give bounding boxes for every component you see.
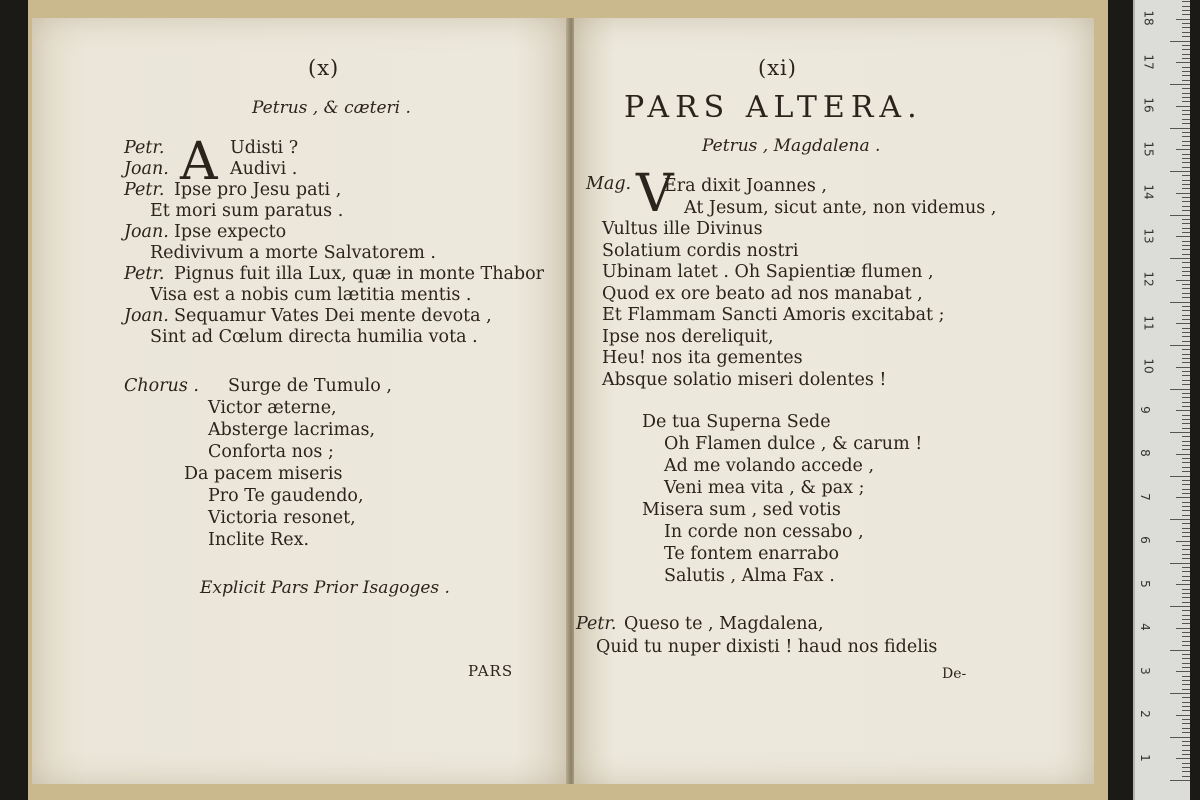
ruler-tick [1182, 271, 1190, 272]
ruler-tick [1182, 23, 1190, 24]
left-page [32, 18, 568, 784]
ruler-tick [1182, 689, 1190, 690]
measuring-ruler [1133, 0, 1190, 800]
speaker-label: Petr. [124, 138, 165, 158]
ruler-tick [1182, 697, 1190, 698]
ruler-tick [1182, 184, 1190, 185]
ruler-tick [1182, 58, 1190, 59]
ruler-tick [1182, 14, 1190, 15]
ruler-tick [1182, 228, 1190, 229]
ruler-tick [1182, 706, 1190, 707]
ruler-number: 2 [1137, 710, 1152, 718]
ruler-tick [1182, 523, 1190, 524]
ruler-tick [1170, 258, 1190, 259]
ruler-number: 9 [1137, 405, 1152, 414]
ruler-tick [1182, 167, 1190, 168]
ruler-tick [1182, 467, 1190, 468]
ruler-tick [1176, 541, 1190, 542]
page-number: (x) [308, 56, 340, 80]
ruler-tick [1182, 580, 1190, 581]
verse-line: Absque solatio miseri dolentes ! [602, 369, 887, 390]
verse-line: Sequamur Vates Dei mente devota , [174, 306, 492, 326]
ruler-tick [1182, 141, 1190, 142]
ruler-tick [1182, 645, 1190, 646]
chorus-line: Da pacem miseris [184, 464, 343, 484]
ruler-tick [1182, 132, 1190, 133]
ruler-tick [1182, 676, 1190, 677]
ruler-tick [1182, 297, 1190, 298]
ruler-tick [1170, 563, 1190, 564]
ruler-tick [1170, 345, 1190, 346]
ruler-number: 15 [1141, 140, 1156, 157]
chorus-line: Absterge lacrimas, [208, 420, 376, 440]
ruler-tick [1170, 519, 1190, 520]
ruler-tick [1182, 610, 1190, 611]
ruler-tick [1182, 493, 1190, 494]
ruler-tick [1182, 658, 1190, 659]
ruler-tick [1182, 663, 1190, 664]
verse-line: Vultus ille Divinus [602, 219, 763, 239]
ruler-tick [1170, 737, 1190, 738]
ruler-tick [1182, 101, 1190, 102]
aria-line: Veni mea vita , & pax ; [664, 478, 865, 498]
ruler-tick [1182, 123, 1190, 124]
ruler-tick [1176, 236, 1190, 237]
ruler-tick [1176, 628, 1190, 629]
ruler-tick [1182, 249, 1190, 250]
ruler-tick [1182, 206, 1190, 207]
verse-line: Sint ad Cœlum directa humilia vota . [150, 327, 478, 347]
ruler-tick [1182, 162, 1190, 163]
ruler-tick [1182, 484, 1190, 485]
ruler-tick [1182, 319, 1190, 320]
ruler-tick [1182, 480, 1190, 481]
ruler-tick [1182, 723, 1190, 724]
ruler-tick [1182, 114, 1190, 115]
verse-line: Ipse expecto [174, 222, 287, 242]
ruler-number: 18 [1141, 10, 1156, 26]
ruler-tick [1182, 641, 1190, 642]
ruler-tick [1182, 197, 1190, 198]
chorus-line: Victoria resonet, [208, 508, 356, 528]
ruler-tick [1182, 719, 1190, 720]
ruler-tick [1182, 619, 1190, 620]
speaker-label: Mag. [586, 174, 632, 194]
chorus-line: Conforta nos ; [208, 442, 334, 462]
ruler-number: 8 [1137, 449, 1152, 457]
ruler-tick [1182, 567, 1190, 568]
verse-line: Heu! nos ita gementes [602, 348, 803, 368]
ruler-tick [1176, 410, 1190, 411]
ruler-tick [1182, 254, 1190, 255]
ruler-tick [1182, 571, 1190, 572]
ruler-tick [1182, 458, 1190, 459]
ruler-tick [1182, 154, 1190, 155]
ruler-tick [1182, 741, 1190, 742]
ruler-tick [1176, 62, 1190, 63]
page-number: (xi) [758, 56, 797, 80]
right-page [574, 18, 1094, 784]
ruler-tick [1182, 436, 1190, 437]
aria-line: Misera sum , sed votis [642, 500, 841, 520]
ruler-tick [1182, 275, 1190, 276]
catchword: De- [942, 666, 967, 682]
ruler-tick [1182, 136, 1190, 137]
ruler-tick [1182, 449, 1190, 450]
ruler-tick [1182, 397, 1190, 398]
ruler-tick [1182, 702, 1190, 703]
chorus-speaker: Chorus . [124, 376, 199, 396]
ruler-tick [1176, 497, 1190, 498]
ruler-tick [1182, 667, 1190, 668]
ruler-tick [1170, 606, 1190, 607]
explicit-line: Explicit Pars Prior Isagoges . [200, 578, 450, 598]
ruler-tick [1182, 763, 1190, 764]
ruler-tick [1182, 767, 1190, 768]
ruler-tick [1182, 380, 1190, 381]
ruler-tick [1182, 445, 1190, 446]
catchword: PARS [468, 662, 514, 680]
ruler-tick [1170, 171, 1190, 172]
ruler-tick [1182, 332, 1190, 333]
verse-line: Udisti ? [230, 138, 299, 158]
verse-line: Solatium cordis nostri [602, 240, 799, 261]
ruler-tick [1182, 510, 1190, 511]
ruler-tick [1182, 754, 1190, 755]
ruler-tick [1182, 349, 1190, 350]
ruler-tick [1170, 215, 1190, 216]
aria-line: Ad me volando accede , [664, 456, 875, 476]
ruler-tick [1182, 402, 1190, 403]
ruler-tick [1182, 67, 1190, 68]
ruler-number: 3 [1137, 666, 1152, 675]
ruler-tick [1182, 145, 1190, 146]
ruler-tick [1182, 293, 1190, 294]
ruler-tick [1182, 545, 1190, 546]
aria-line: Te fontem enarrabo [664, 544, 840, 564]
ruler-number: 13 [1141, 227, 1156, 244]
ruler-tick [1182, 471, 1190, 472]
ruler-tick [1182, 262, 1190, 263]
ruler-number: 5 [1137, 579, 1152, 588]
ruler-tick [1176, 280, 1190, 281]
ruler-tick [1182, 515, 1190, 516]
ruler-tick [1182, 554, 1190, 555]
ruler-tick [1176, 454, 1190, 455]
ruler-tick [1170, 693, 1190, 694]
ruler-tick [1170, 432, 1190, 433]
ruler-number: 6 [1137, 536, 1152, 544]
ruler-tick [1182, 71, 1190, 72]
ruler-tick [1182, 32, 1190, 33]
ruler-tick [1182, 428, 1190, 429]
ruler-tick [1182, 419, 1190, 420]
aria-line: Salutis , Alma Fax . [664, 566, 835, 586]
verse-line: Visa est a nobis cum lætitia mentis . [150, 285, 472, 305]
ruler-tick [1182, 75, 1190, 76]
verse-line: Ipse nos dereliquit, [602, 326, 774, 347]
verse-line: Era dixit Joannes , [664, 176, 827, 196]
ruler-number: 11 [1141, 314, 1156, 331]
ruler-tick [1182, 745, 1190, 746]
aria-line: De tua Superna Sede [642, 412, 831, 432]
ruler-tick [1182, 528, 1190, 529]
ruler-tick [1182, 284, 1190, 285]
ruler-tick [1182, 267, 1190, 268]
drop-initial: V [636, 164, 674, 224]
ruler-tick [1182, 776, 1190, 777]
aria-line: Oh Flamen dulce , & carum ! [664, 434, 923, 454]
ruler-tick [1182, 506, 1190, 507]
ruler-tick [1182, 406, 1190, 407]
ruler-tick [1182, 589, 1190, 590]
ruler-tick [1182, 462, 1190, 463]
ruler-tick [1182, 241, 1190, 242]
chorus-line: Pro Te gaudendo, [208, 486, 364, 506]
ruler-tick [1176, 758, 1190, 759]
scene-header: Petrus , Magdalena . [702, 136, 881, 156]
ruler-tick [1182, 219, 1190, 220]
ruler-tick [1182, 54, 1190, 55]
verse-line: Ipse pro Jesu pati , [174, 180, 342, 200]
speaker-label: Joan. [124, 306, 169, 326]
ruler-tick [1176, 19, 1190, 20]
ruler-tick [1182, 110, 1190, 111]
ruler-number: 14 [1141, 184, 1156, 200]
verse-line: Pignus fuit illa Lux, quæ in monte Thabor [174, 264, 545, 284]
ruler-tick [1182, 549, 1190, 550]
ruler-tick [1182, 684, 1190, 685]
ruler-tick [1182, 175, 1190, 176]
ruler-tick [1182, 615, 1190, 616]
ruler-tick [1182, 489, 1190, 490]
ruler-number: 7 [1137, 492, 1152, 501]
ruler-tick [1182, 45, 1190, 46]
ruler-tick [1170, 389, 1190, 390]
ruler-tick [1182, 288, 1190, 289]
ruler-tick [1182, 80, 1190, 81]
ruler-tick [1182, 415, 1190, 416]
ruler-tick [1170, 780, 1190, 781]
section-title: PARS ALTERA. [624, 90, 923, 125]
ruler-tick [1182, 732, 1190, 733]
ruler-tick [1182, 328, 1190, 329]
drop-initial: A [180, 132, 218, 192]
ruler-tick [1182, 536, 1190, 537]
ruler-tick [1170, 84, 1190, 85]
ruler-tick [1182, 10, 1190, 11]
ruler-tick [1170, 476, 1190, 477]
speaker-label: Petr. [124, 180, 165, 200]
ruler-tick [1182, 336, 1190, 337]
ruler-tick [1182, 93, 1190, 94]
ruler-tick [1182, 97, 1190, 98]
ruler-tick [1182, 36, 1190, 37]
ruler-tick [1182, 576, 1190, 577]
ruler-tick [1170, 128, 1190, 129]
verse-line: At Jesum, sicut ante, non videmus , [684, 197, 997, 218]
ruler-tick [1176, 323, 1190, 324]
ruler-tick [1182, 315, 1190, 316]
speaker-label: Joan. [124, 222, 169, 242]
ruler-tick [1182, 750, 1190, 751]
ruler-tick [1182, 358, 1190, 359]
ruler-tick [1182, 710, 1190, 711]
aria-line: In corde non cessabo , [664, 522, 864, 542]
ruler-tick [1176, 715, 1190, 716]
ruler-tick [1182, 393, 1190, 394]
ruler-tick [1182, 502, 1190, 503]
verse-line: Redivivum a morte Salvatorem . [150, 243, 436, 263]
speaker-label: Joan. [124, 159, 169, 179]
ruler-tick [1182, 602, 1190, 603]
ruler-number: 16 [1141, 97, 1156, 113]
ruler-tick [1182, 623, 1190, 624]
ruler-tick [1182, 597, 1190, 598]
ruler-tick [1182, 1, 1190, 2]
verse-line: Queso te , Magdalena, [624, 614, 824, 634]
ruler-tick [1182, 636, 1190, 637]
ruler-tick [1176, 367, 1190, 368]
ruler-tick [1182, 306, 1190, 307]
ruler-tick [1182, 49, 1190, 50]
verse-line: Et mori sum paratus . [150, 201, 344, 221]
ruler-number: 1 [1137, 753, 1152, 762]
ruler-tick [1176, 193, 1190, 194]
ruler-tick [1182, 362, 1190, 363]
ruler-tick [1170, 302, 1190, 303]
ruler-tick [1182, 158, 1190, 159]
chorus-line: Victor æterne, [208, 398, 337, 418]
ruler-tick [1182, 210, 1190, 211]
ruler-tick [1182, 27, 1190, 28]
ruler-tick [1182, 188, 1190, 189]
ruler-tick [1176, 671, 1190, 672]
ruler-tick [1182, 310, 1190, 311]
ruler-tick [1182, 771, 1190, 772]
ruler-tick [1182, 728, 1190, 729]
speaker-label: Petr. [124, 264, 165, 284]
ruler-tick [1182, 354, 1190, 355]
verse-line: Ubinam latet . Oh Sapientiæ flumen , [602, 262, 934, 282]
ruler-tick [1182, 375, 1190, 376]
verse-line: Et Flammam Sancti Amoris excitabat ; [602, 305, 945, 325]
chorus-line: Inclite Rex. [208, 530, 310, 550]
scene-header: Petrus , & cæteri . [252, 98, 411, 118]
speaker-label: Petr. [576, 614, 617, 634]
ruler-tick [1182, 384, 1190, 385]
ruler-number: 12 [1141, 271, 1156, 287]
ruler-tick [1182, 654, 1190, 655]
chorus-line: Surge de Tumulo , [228, 376, 392, 396]
ruler-tick [1182, 441, 1190, 442]
ruler-tick [1176, 584, 1190, 585]
ruler-tick [1182, 341, 1190, 342]
verse-line: Quid tu nuper dixisti ! haud nos fidelis [596, 637, 938, 657]
ruler-tick [1182, 593, 1190, 594]
ruler-tick [1176, 106, 1190, 107]
ruler-tick [1182, 423, 1190, 424]
ruler-tick [1182, 223, 1190, 224]
ruler-tick [1182, 232, 1190, 233]
ruler-tick [1182, 632, 1190, 633]
ruler-tick [1182, 88, 1190, 89]
verse-line: Quod ex ore beato ad nos manabat , [602, 283, 923, 304]
ruler-tick [1182, 201, 1190, 202]
ruler-tick [1182, 180, 1190, 181]
ruler-number: 17 [1141, 53, 1156, 70]
ruler-number: 10 [1141, 358, 1156, 374]
ruler-tick [1182, 6, 1190, 7]
ruler-tick [1170, 650, 1190, 651]
verse-line: Audivi . [230, 159, 298, 179]
ruler-tick [1182, 119, 1190, 120]
ruler-tick [1182, 371, 1190, 372]
ruler-tick [1176, 149, 1190, 150]
ruler-tick [1170, 41, 1190, 42]
ruler-number: 4 [1137, 623, 1152, 631]
ruler-tick [1182, 245, 1190, 246]
ruler-tick [1182, 558, 1190, 559]
ruler-tick [1182, 680, 1190, 681]
ruler-tick [1182, 532, 1190, 533]
